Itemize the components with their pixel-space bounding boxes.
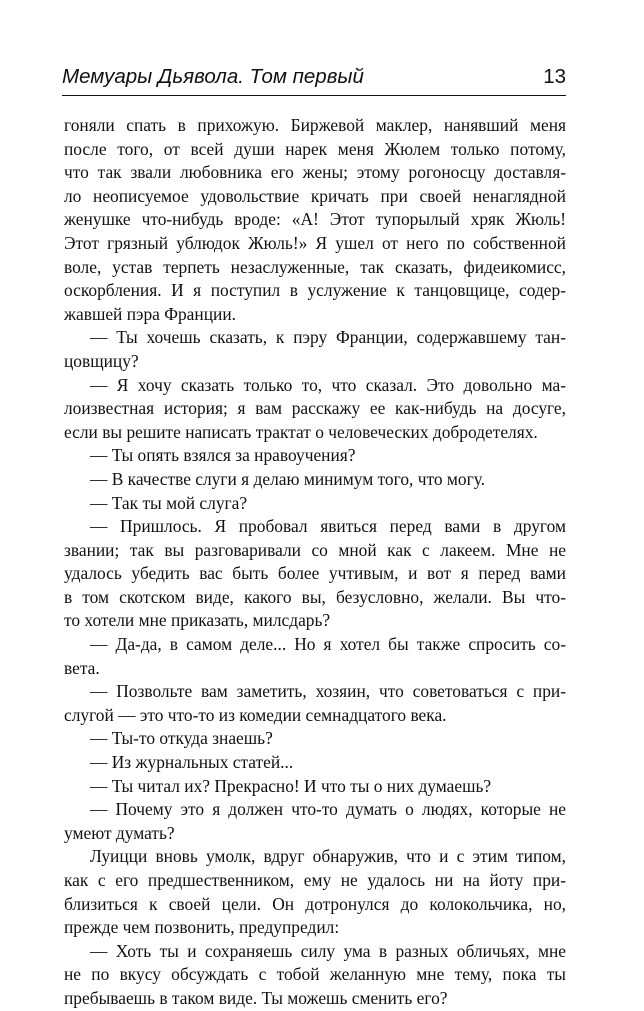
text-line: — Ты-то откуда знаешь? xyxy=(90,728,273,749)
text-line: гоняли спать в прихожую. Биржевой маклер, нанявший меня xyxy=(64,115,566,135)
text-line: Этот грязный ублюдок Жюль!» Я ушел от него по собственной xyxy=(64,232,566,253)
text-line: удалось убедить вас быть более учтивым, и вот я перед вами xyxy=(64,563,566,584)
text-line: — Я хочу сказать только то, что сказал. Это довольно ма- xyxy=(90,374,566,395)
text-line: — Пришлось. Я пробовал явиться перед вами в другом xyxy=(90,516,566,537)
body-text xyxy=(64,114,566,1011)
text-line: воле, устав терпеть незаслуженные, так сказать, фидеикомисс, xyxy=(64,256,566,277)
text-line: — Так ты мой слуга? xyxy=(90,492,248,513)
text-line: лоизвестная история; я вам расскажу ее как-нибудь на досуге, xyxy=(64,398,566,419)
text-line: — Ты опять взялся за нравоучения? xyxy=(90,445,356,466)
text-line: пребываешь в таком виде. Ты можешь сменить его? xyxy=(64,987,448,1008)
page-number: 13 xyxy=(543,65,566,88)
page-header xyxy=(62,64,566,94)
text-line: жавшей пэра Франции. xyxy=(64,303,236,324)
text-line: вета. xyxy=(64,657,100,678)
running-title: Мемуары Дьявола. Том первый xyxy=(62,65,364,88)
text-line: прежде чем позвонить, предупредил: xyxy=(64,917,340,938)
text-line: — В качестве слуги я делаю минимум того, что могу. xyxy=(90,468,486,489)
text-line: — Ты хочешь сказать, к пэру Франции, содержавшему тан- xyxy=(90,327,566,348)
text-line: то хотели мне приказать, милсдарь? xyxy=(64,610,331,631)
text-line: — Ты читал их? Прекрасно! И что ты о них думаешь? xyxy=(90,775,492,796)
text-line: ло неописуемое удовольствие кричать при своей ненаглядной xyxy=(64,185,566,206)
text-line: если вы решите написать трактат о человеческих добродетелях. xyxy=(64,421,538,442)
text-line: оскорбления. И я поступил в услужение к танцовщице, содер- xyxy=(64,280,566,301)
text-line: слугой — это что-то из комедии семнадцатого века. xyxy=(64,704,447,725)
text-line: — Из журнальных статей... xyxy=(90,752,294,773)
text-line: умеют думать? xyxy=(64,822,175,843)
header-rule xyxy=(62,95,566,96)
text-line: после того, от всей души нарек меня Жюлем только потому, xyxy=(64,138,566,159)
text-line: близиться к своей цели. Он дотронулся до колокольчика, но, xyxy=(64,893,566,914)
text-line: как с его предшественником, ему не удалось ни на йоту при- xyxy=(64,870,566,890)
text-line: Луицци вновь умолк, вдруг обнаружив, что и с этим типом, xyxy=(90,846,566,867)
text-line: — Позвольте вам заметить, хозяин, что советоваться с при- xyxy=(90,681,566,702)
text-line: что так звали любовника его жены; этому рогоносцу доставля- xyxy=(64,162,566,183)
text-line: не по вкусу обсуждать с тобой желанную мне тему, пока ты xyxy=(64,964,566,985)
text-line: — Да-да, в самом деле... Но я хотел бы также спросить со- xyxy=(90,634,566,655)
text-line: — Хоть ты и сохраняешь силу ума в разных обличьях, мне xyxy=(90,940,566,961)
text-line: в том скотском виде, какого вы, безусловно, желали. Вы что- xyxy=(64,586,566,607)
text-line: цовщицу? xyxy=(64,350,139,371)
text-line: — Почему это я должен что-то думать о людях, которые не xyxy=(90,799,566,820)
text-line: звании; так вы разговаривали со мной как с лакеем. Мне не xyxy=(64,539,566,560)
text-line: женушке что-нибудь вроде: «А! Этот тупорылый хряк Жюль! xyxy=(64,209,566,230)
